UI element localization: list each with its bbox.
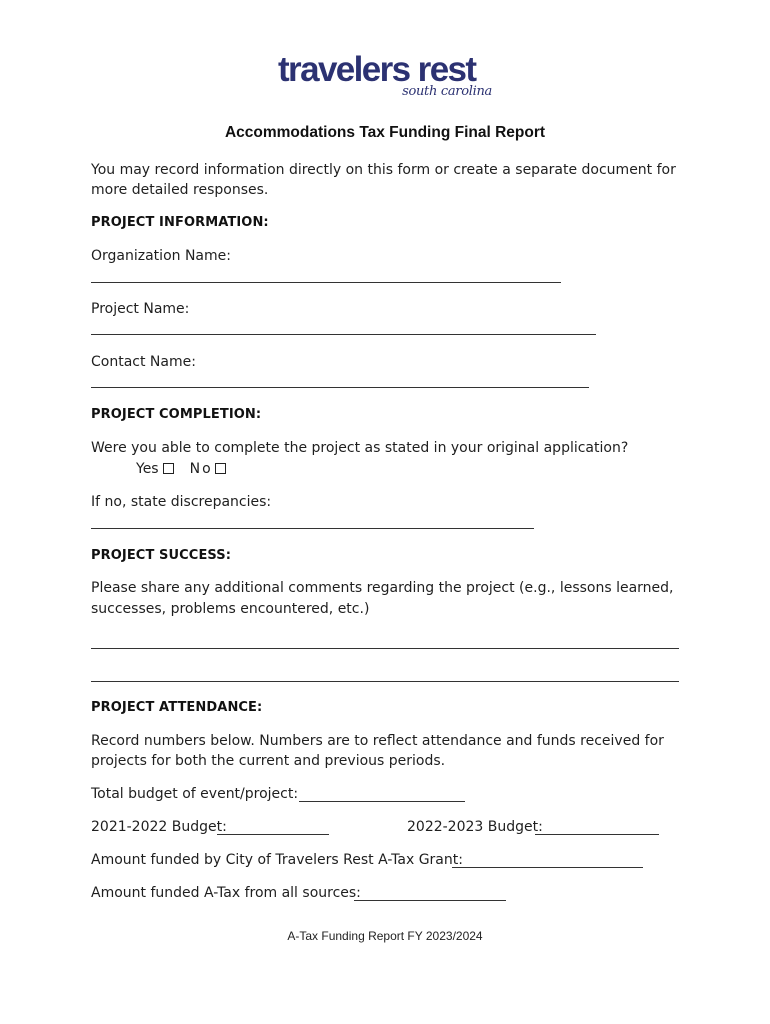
success-prompt-line-2: successes, problems encountered, etc.) <box>91 601 370 617</box>
contact-name-label: Contact Name: <box>91 354 196 370</box>
completion-question: Were you able to complete the project as stated in your original application? <box>91 440 629 456</box>
intro-line-1: You may record information directly on this form or create a separate document for <box>91 162 676 178</box>
yes-label: Yes <box>136 461 159 477</box>
project-completion-heading: PROJECT COMPLETION: <box>91 407 262 422</box>
contact-name-field[interactable] <box>91 387 589 388</box>
total-budget-label: Total budget of event/project: <box>91 786 299 802</box>
organization-name-field[interactable] <box>91 282 561 283</box>
budget-2021-2022-label: 2021-2022 Budget: <box>91 819 227 835</box>
all-sources-funded-label: Amount funded A-Tax from all sources: <box>91 885 361 901</box>
success-comments-field-1[interactable] <box>91 648 679 649</box>
attendance-instructions-line-1: Record numbers below. Numbers are to reflect attendance and funds received for <box>91 733 664 749</box>
page-title: Accommodations Tax Funding Final Report <box>224 124 546 141</box>
footer: A-Tax Funding Report FY 2023/2024 <box>287 929 483 943</box>
no-checkbox[interactable] <box>215 463 226 474</box>
project-information-heading: PROJECT INFORMATION: <box>91 215 269 230</box>
no-label: No <box>189 461 213 477</box>
logo-tagline: south carolina <box>402 84 492 99</box>
attendance-instructions-line-2: projects for both the current and previous periods. <box>91 753 446 769</box>
budget-2022-2023-field[interactable] <box>535 834 659 835</box>
project-success-heading: PROJECT SUCCESS: <box>91 548 232 563</box>
city-funded-field[interactable] <box>452 867 643 868</box>
logo-wordmark: travelers rest <box>278 50 476 89</box>
intro-line-2: more detailed responses. <box>91 182 269 198</box>
yes-checkbox[interactable] <box>163 463 174 474</box>
project-name-field[interactable] <box>91 334 596 335</box>
success-comments-field-2[interactable] <box>91 681 679 682</box>
project-attendance-heading: PROJECT ATTENDANCE: <box>91 700 263 715</box>
city-funded-label: Amount funded by City of Travelers Rest A-Tax Grant: <box>91 852 463 868</box>
logo <box>278 50 494 106</box>
completion-options <box>136 461 242 477</box>
budget-2021-2022-field[interactable] <box>217 834 329 835</box>
discrepancies-field[interactable] <box>91 528 534 529</box>
all-sources-funded-field[interactable] <box>354 900 506 901</box>
project-name-label: Project Name: <box>91 301 190 317</box>
discrepancies-label: If no, state discrepancies: <box>91 494 272 510</box>
total-budget-field[interactable] <box>299 801 465 802</box>
organization-name-label: Organization Name: <box>91 248 231 264</box>
budget-2022-2023-label: 2022-2023 Budget: <box>407 819 543 835</box>
success-prompt-line-1: Please share any additional comments regarding the project (e.g., lessons learned, <box>91 580 674 596</box>
